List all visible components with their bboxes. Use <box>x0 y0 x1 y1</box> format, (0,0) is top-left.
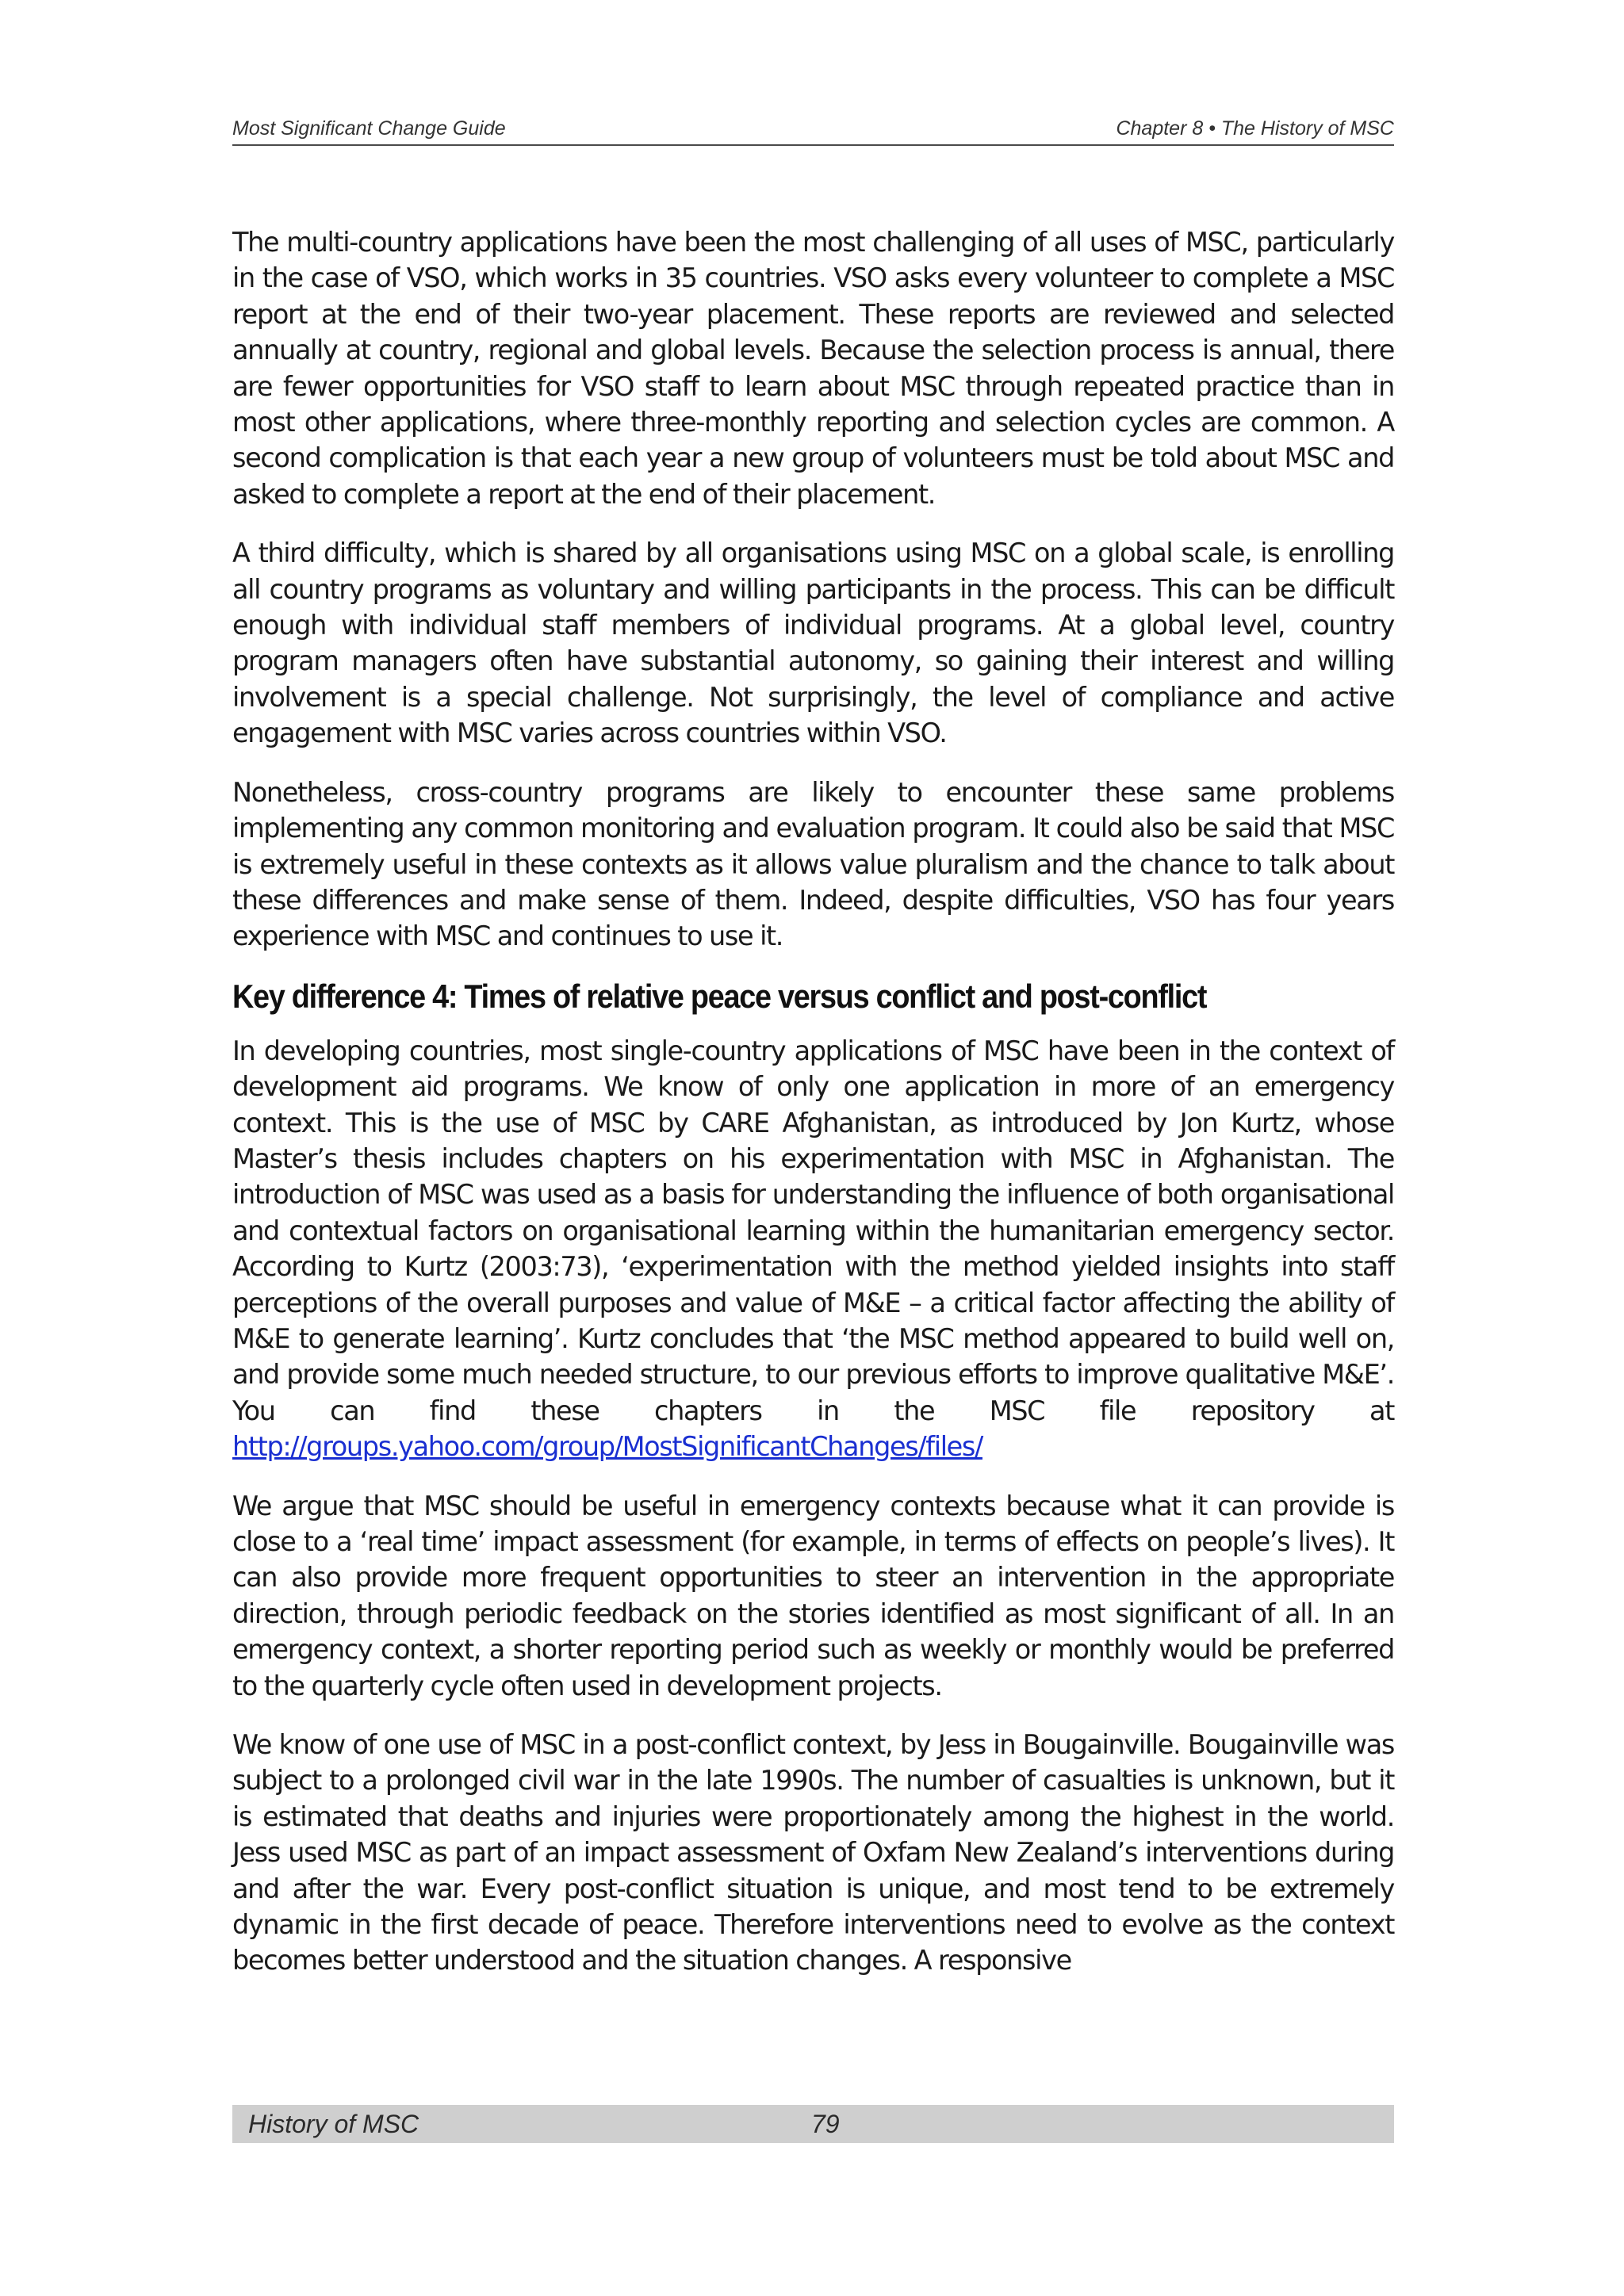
paragraph-emergency-contexts: We argue that MSC should be useful in emergency contexts because what it can provide is close to a ‘real time’ impact assessment (for example, in terms of effects on people’s lives). It can also provide more frequent opportunities to steer an intervention in the appropriate direction, through periodic feedback on the stories identified as most significant of all. In an emergency context, a shorter reporting period such as weekly or monthly would be preferred to the quarterly cycle often used in development projects. <box>232 1490 1394 1701</box>
paragraph-developing-countries <box>232 1033 1394 1465</box>
header-chapter-title: Chapter 8 • The History of MSC <box>1116 117 1394 140</box>
paragraph-post-conflict: We know of one use of MSC in a post-conflict context, by Jess in Bougainville. Bougainville was subject to a prolonged civil war in the late 1990s. The number of casualties is unknown, but it is estimated that deaths and injuries were proportionately among the highest in the world. Jess used MSC as part of an impact assessment of Oxfam New Zealand’s interventions during and after the war. Every post-conflict situation is unique, and most tend to be extremely dynamic in the first decade of peace. Therefore interventions need to evolve as the context becomes better understood and the situation changes. A responsive <box>232 1729 1394 1976</box>
paragraph-multi-country: The multi-country applications have been the most challenging of all uses of MSC, particularly in the case of VSO, which works in 35 countries. VSO asks every volunteer to complete a MSC report at the end of their two-year placement. These reports are reviewed and selected annually at country, regional and global levels. Because the selection process is annual, there are fewer opportunities for VSO staff to learn about MSC through repeated practice than in most other applications, where three-monthly reporting and selection cycles are common. A second complication is that each year a new group of volunteers must be told about MSC and asked to complete a report at the end of their placement. <box>232 227 1394 510</box>
footer-section-title: History of MSC <box>248 2110 419 2138</box>
paragraph-nonetheless: Nonetheless, cross-country programs are likely to encounter these same problems implementing any common monitoring and evaluation program. It could also be said that MSC is extremely useful in these contexts as it allows value pluralism and the chance to talk about these differences and make sense of them. Indeed, despite difficulties, VSO has four years experience with MSC and continues to use it. <box>232 776 1394 952</box>
file-repository-link[interactable]: http://groups.yahoo.com/group/MostSignificantChanges/files/ <box>232 1431 982 1463</box>
page-number: 79 <box>811 2110 840 2138</box>
page-body <box>232 224 1394 1979</box>
paragraph-third-difficulty: A third difficulty, which is shared by all organisations using MSC on a global scale, is enrolling all country programs as voluntary and willing participants in the process. This can be difficult enough with individual staff members of individual programs. At a global level, country program managers often have substantial autonomy, so gaining their interest and willing involvement is a special challenge. Not surprisingly, the level of compliance and active engagement with MSC varies across countries within VSO. <box>232 538 1394 749</box>
section-heading: Key difference 4: Times of relative peace versus conflict and post-conflict <box>232 977 1207 1015</box>
running-header <box>232 116 1394 146</box>
paragraph-text: In developing countries, most single-country applications of MSC have been in the context of development aid programs. We know of only one application in more of an emergency context. This is the use of MSC by CARE Afghanistan, as introduced by Jon Kurtz, whose Master’s thesis includes chapters on his experimentation with MSC in Afghanistan. The introduction of MSC was used as a basis for understanding the influence of both organisational and contextual factors on organisational learning within the humanitarian emergency sector. According to Kurtz (2003:73), ‘experimentation with the method yielded insights into staff perceptions of the overall purposes and value of M&E – a critical factor affecting the ability of M&E to generate learning’. Kurtz concludes that ‘the MSC method appeared to build well on, and provide some much needed structure, to our previous efforts to improve qualitative M&E’. You can find these chapters in the MSC file repository at <box>232 1035 1394 1426</box>
header-guide-title: Most Significant Change Guide <box>232 117 506 140</box>
footer-bar <box>232 2105 1394 2143</box>
